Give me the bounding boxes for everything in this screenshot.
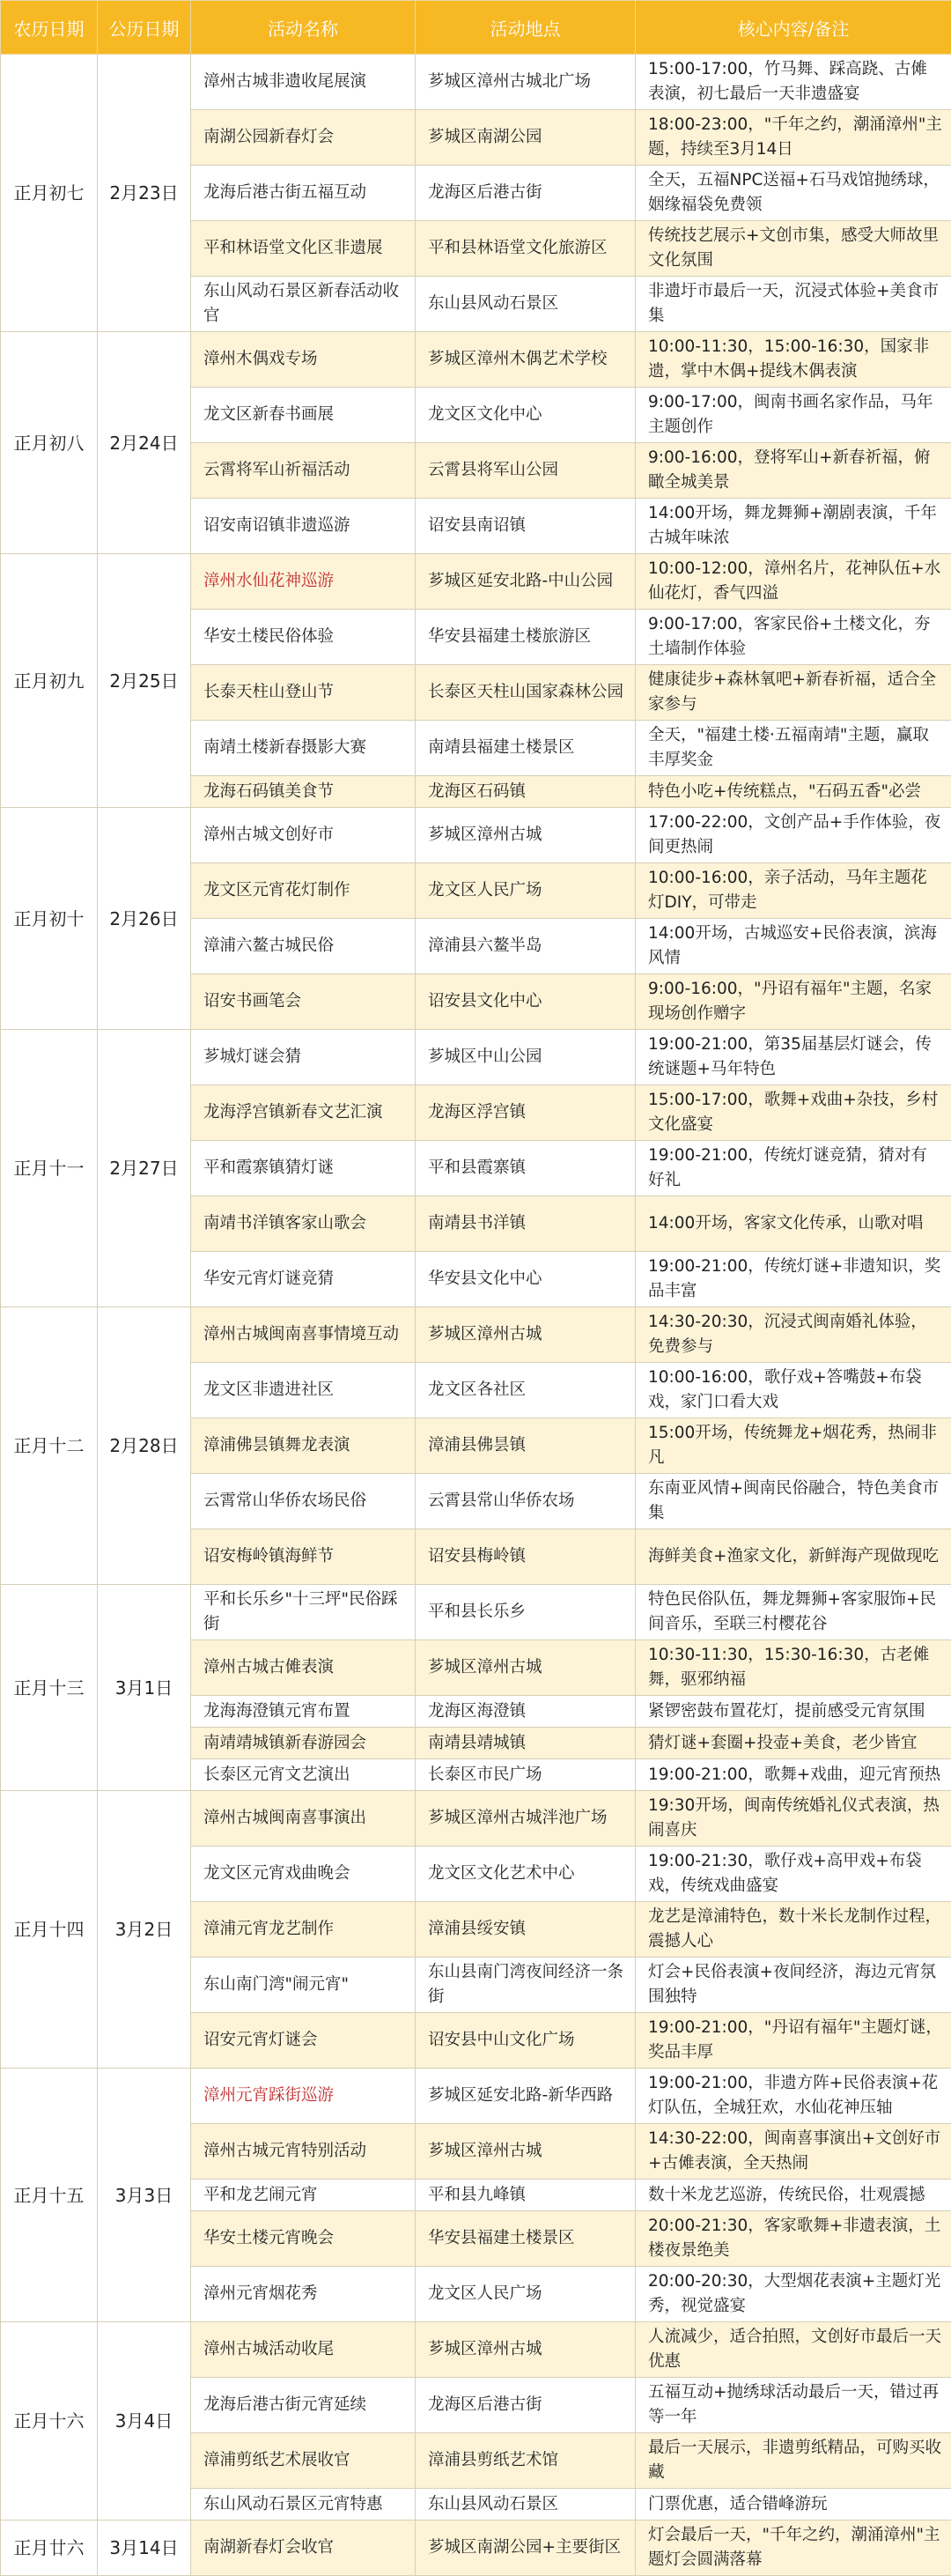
activity-name-cell: 南靖书洋镇客家山歌会 <box>191 1196 416 1252</box>
notes-cell: 猜灯谜+套圈+投壶+美食，老少皆宜 <box>636 1728 951 1759</box>
notes-cell: 10:00-16:00，亲子活动，马年主题花灯DIY，可带走 <box>636 863 951 919</box>
location-cell: 龙海区后港古街 <box>416 166 636 221</box>
activity-name-cell: 长泰区元宵文艺演出 <box>191 1759 416 1791</box>
lunar-date-cell: 正月初十 <box>1 808 98 1030</box>
notes-cell: 10:00-12:00，漳州名片，花神队伍+水仙花灯，香气四溢 <box>636 554 951 610</box>
header-lunar-date: 农历日期 <box>1 1 98 55</box>
activity-name-cell: 漳州古城元宵特别活动 <box>191 2124 416 2180</box>
lunar-date-cell: 正月十六 <box>1 2322 98 2520</box>
notes-cell: 18:00-23:00，"千年之约，潮涌漳州"主题，持续至3月14日 <box>636 110 951 166</box>
location-cell: 芗城区漳州木偶艺术学校 <box>416 332 636 388</box>
table-row <box>1 2069 951 2124</box>
activity-name-cell: 漳州木偶戏专场 <box>191 332 416 388</box>
notes-cell: 14:30-22:00，闽南喜事演出+文创好市+古傩表演，全天热闹 <box>636 2124 951 2180</box>
activity-name-cell: 漳浦元宵龙艺制作 <box>191 1902 416 1958</box>
header-row <box>1 1 951 55</box>
notes-cell: 14:00开场，客家文化传承，山歌对唱 <box>636 1196 951 1252</box>
activity-name-cell: 东山风动石景区元宵特惠 <box>191 2489 416 2520</box>
table-row <box>1 332 951 388</box>
header-activity-name: 活动名称 <box>191 1 416 55</box>
activity-name-cell: 诏安书画笔会 <box>191 974 416 1030</box>
activity-name-cell: 长泰天柱山登山节 <box>191 665 416 721</box>
activity-name-cell: 平和林语堂文化区非遗展 <box>191 221 416 277</box>
notes-cell: 19:00-21:00，"丹诏有福年"主题灯谜，奖品丰厚 <box>636 2013 951 2069</box>
activity-name-cell: 诏安南诏镇非遗巡游 <box>191 499 416 554</box>
location-cell: 诏安县文化中心 <box>416 974 636 1030</box>
notes-cell: 9:00-17:00，客家民俗+土楼文化，夯土墙制作体验 <box>636 610 951 665</box>
notes-cell: 15:00开场，传统舞龙+烟花秀，热闹非凡 <box>636 1418 951 1474</box>
location-cell: 东山县南门湾夜间经济一条街 <box>416 1958 636 2013</box>
solar-date-cell: 3月4日 <box>98 2322 191 2520</box>
activity-name-cell: 龙文区新春书画展 <box>191 388 416 443</box>
location-cell: 华安县文化中心 <box>416 1252 636 1307</box>
activity-name-cell: 平和龙艺闹元宵 <box>191 2180 416 2211</box>
location-cell: 芗城区漳州古城北广场 <box>416 55 636 110</box>
solar-date-cell: 2月23日 <box>98 55 191 332</box>
location-cell: 云霄县将军山公园 <box>416 443 636 499</box>
lunar-date-cell: 正月初八 <box>1 332 98 554</box>
activity-name-cell: 云霄将军山祈福活动 <box>191 443 416 499</box>
notes-cell: 19:00-21:00，歌舞+戏曲，迎元宵预热 <box>636 1759 951 1791</box>
activity-name-cell: 龙海海澄镇元宵布置 <box>191 1696 416 1728</box>
location-cell: 南靖县福建土楼景区 <box>416 721 636 776</box>
table-header <box>1 1 951 55</box>
location-cell: 诏安县中山文化广场 <box>416 2013 636 2069</box>
header-location: 活动地点 <box>416 1 636 55</box>
table-row <box>1 1307 951 1363</box>
location-cell: 华安县福建土楼旅游区 <box>416 610 636 665</box>
notes-cell: 20:00-21:30，客家歌舞+非遗表演，土楼夜景绝美 <box>636 2211 951 2267</box>
location-cell: 芗城区漳州古城 <box>416 808 636 863</box>
notes-cell: 9:00-17:00，闽南书画名家作品，马年主题创作 <box>636 388 951 443</box>
location-cell: 诏安县南诏镇 <box>416 499 636 554</box>
solar-date-cell: 2月25日 <box>98 554 191 808</box>
location-cell: 平和县长乐乡 <box>416 1585 636 1640</box>
activity-name-cell: 东山风动石景区新春活动收官 <box>191 277 416 332</box>
notes-cell: 全天，五福NPC送福+石马戏馆抛绣球，姻缘福袋免费领 <box>636 166 951 221</box>
activity-name-cell: 南靖土楼新春摄影大赛 <box>191 721 416 776</box>
notes-cell: 17:00-22:00，文创产品+手作体验，夜间更热闹 <box>636 808 951 863</box>
solar-date-cell: 3月1日 <box>98 1585 191 1791</box>
location-cell: 芗城区南湖公园 <box>416 110 636 166</box>
location-cell: 漳浦县佛昙镇 <box>416 1418 636 1474</box>
activity-name-cell: 云霄常山华侨农场民俗 <box>191 1474 416 1529</box>
notes-cell: 20:00-20:30，大型烟花表演+主题灯光秀，视觉盛宴 <box>636 2267 951 2322</box>
activity-name-cell: 漳州水仙花神巡游 <box>191 554 416 610</box>
notes-cell: 19:00-21:00，传统灯谜竞猜，猜对有好礼 <box>636 1141 951 1196</box>
location-cell: 漳浦县绥安镇 <box>416 1902 636 1958</box>
notes-cell: 14:30-20:30，沉浸式闽南婚礼体验，免费参与 <box>636 1307 951 1363</box>
activity-name-cell: 诏安元宵灯谜会 <box>191 2013 416 2069</box>
activity-name-cell: 漳浦六鳌古城民俗 <box>191 919 416 974</box>
lunar-date-cell: 正月初九 <box>1 554 98 808</box>
location-cell: 芗城区延安北路-中山公园 <box>416 554 636 610</box>
notes-cell: 五福互动+抛绣球活动最后一天，错过再等一年 <box>636 2378 951 2433</box>
notes-cell: 健康徒步+森林氧吧+新春祈福，适合全家参与 <box>636 665 951 721</box>
location-cell: 云霄县常山华侨农场 <box>416 1474 636 1529</box>
notes-cell: 15:00-17:00，竹马舞、踩高跷、古傩表演，初七最后一天非遗盛宴 <box>636 55 951 110</box>
activity-name-cell: 华安土楼元宵晚会 <box>191 2211 416 2267</box>
lunar-date-cell: 正月十二 <box>1 1307 98 1585</box>
table-row <box>1 554 951 610</box>
notes-cell: 19:00-21:30，歌仔戏+高甲戏+布袋戏，传统戏曲盛宴 <box>636 1847 951 1902</box>
activity-name-cell: 平和长乐乡"十三坪"民俗踩街 <box>191 1585 416 1640</box>
notes-cell: 14:00开场，舞龙舞狮+潮剧表演，千年古城年味浓 <box>636 499 951 554</box>
solar-date-cell: 2月24日 <box>98 332 191 554</box>
lunar-date-cell: 正月十四 <box>1 1791 98 2069</box>
activity-name-cell: 华安元宵灯谜竞猜 <box>191 1252 416 1307</box>
solar-date-cell: 3月14日 <box>98 2520 191 2576</box>
location-cell: 南靖县书洋镇 <box>416 1196 636 1252</box>
activity-name-cell: 诏安梅岭镇海鲜节 <box>191 1529 416 1585</box>
notes-cell: 特色小吃+传统糕点，"石码五香"必尝 <box>636 776 951 808</box>
location-cell: 南靖县靖城镇 <box>416 1728 636 1759</box>
activity-name-cell: 漳州古城闽南喜事情境互动 <box>191 1307 416 1363</box>
location-cell: 东山县风动石景区 <box>416 277 636 332</box>
solar-date-cell: 3月3日 <box>98 2069 191 2322</box>
notes-cell: 传统技艺展示+文创市集，感受大师故里文化氛围 <box>636 221 951 277</box>
activity-name-cell: 芗城灯谜会猜 <box>191 1030 416 1085</box>
activity-name-cell: 漳州元宵踩街巡游 <box>191 2069 416 2124</box>
location-cell: 长泰区天柱山国家森林公园 <box>416 665 636 721</box>
location-cell: 龙文区各社区 <box>416 1363 636 1418</box>
activity-name-cell: 南湖新春灯会收官 <box>191 2520 416 2576</box>
lunar-date-cell: 正月廿六 <box>1 2520 98 2576</box>
table-body <box>1 55 951 2576</box>
activity-name-cell: 龙海浮宫镇新春文艺汇演 <box>191 1085 416 1141</box>
notes-cell: 10:00-16:00，歌仔戏+答嘴鼓+布袋戏，家门口看大戏 <box>636 1363 951 1418</box>
location-cell: 平和县九峰镇 <box>416 2180 636 2211</box>
notes-cell: 龙艺是漳浦特色，数十米长龙制作过程，震撼人心 <box>636 1902 951 1958</box>
activity-name-cell: 龙文区元宵戏曲晚会 <box>191 1847 416 1902</box>
location-cell: 长泰区市民广场 <box>416 1759 636 1791</box>
table-row <box>1 55 951 110</box>
activity-name-cell: 漳州古城闽南喜事演出 <box>191 1791 416 1847</box>
location-cell: 诏安县梅岭镇 <box>416 1529 636 1585</box>
table-row <box>1 2322 951 2378</box>
location-cell: 芗城区漳州古城泮池广场 <box>416 1791 636 1847</box>
activity-name-cell: 龙文区元宵花灯制作 <box>191 863 416 919</box>
notes-cell: 9:00-16:00，"丹诏有福年"主题，名家现场创作赠字 <box>636 974 951 1030</box>
location-cell: 芗城区漳州古城 <box>416 1640 636 1696</box>
solar-date-cell: 2月26日 <box>98 808 191 1030</box>
activity-name-cell: 东山南门湾"闹元宵" <box>191 1958 416 2013</box>
notes-cell: 人流减少，适合拍照，文创好市最后一天优惠 <box>636 2322 951 2378</box>
notes-cell: 紧锣密鼓布置花灯，提前感受元宵氛围 <box>636 1696 951 1728</box>
notes-cell: 东南亚风情+闽南民俗融合，特色美食市集 <box>636 1474 951 1529</box>
activity-name-cell: 漳州古城文创好市 <box>191 808 416 863</box>
lunar-date-cell: 正月十一 <box>1 1030 98 1307</box>
activity-name-cell: 龙海后港古街元宵延续 <box>191 2378 416 2433</box>
solar-date-cell: 3月2日 <box>98 1791 191 2069</box>
location-cell: 芗城区漳州古城 <box>416 2124 636 2180</box>
lunar-date-cell: 正月十三 <box>1 1585 98 1791</box>
notes-cell: 全天，"福建土楼·五福南靖"主题，赢取丰厚奖金 <box>636 721 951 776</box>
location-cell: 龙文区文化中心 <box>416 388 636 443</box>
table-row <box>1 1030 951 1085</box>
notes-cell: 灯会最后一天，"千年之约，潮涌漳州"主题灯会圆满落幕 <box>636 2520 951 2576</box>
location-cell: 芗城区延安北路-新华西路 <box>416 2069 636 2124</box>
lunar-date-cell: 正月十五 <box>1 2069 98 2322</box>
notes-cell: 10:00-11:30，15:00-16:30，国家非遗，掌中木偶+提线木偶表演 <box>636 332 951 388</box>
header-notes: 核心内容/备注 <box>636 1 951 55</box>
table-row <box>1 1791 951 1847</box>
location-cell: 龙文区文化艺术中心 <box>416 1847 636 1902</box>
location-cell: 东山县风动石景区 <box>416 2489 636 2520</box>
activity-name-cell: 南湖公园新春灯会 <box>191 110 416 166</box>
header-solar-date: 公历日期 <box>98 1 191 55</box>
notes-cell: 9:00-16:00，登将军山+新春祈福，俯瞰全城美景 <box>636 443 951 499</box>
notes-cell: 19:00-21:00，第35届基层灯谜会，传统谜题+马年特色 <box>636 1030 951 1085</box>
location-cell: 龙海区浮宫镇 <box>416 1085 636 1141</box>
notes-cell: 19:30开场，闽南传统婚礼仪式表演，热闹喜庆 <box>636 1791 951 1847</box>
activity-name-cell: 龙海石码镇美食节 <box>191 776 416 808</box>
location-cell: 华安县福建土楼景区 <box>416 2211 636 2267</box>
notes-cell: 19:00-21:00，非遗方阵+民俗表演+花灯队伍，全城狂欢，水仙花神压轴 <box>636 2069 951 2124</box>
activity-name-cell: 漳州古城古傩表演 <box>191 1640 416 1696</box>
activity-name-cell: 漳州古城活动收尾 <box>191 2322 416 2378</box>
location-cell: 平和县林语堂文化旅游区 <box>416 221 636 277</box>
table-row <box>1 808 951 863</box>
activity-name-cell: 漳浦佛昙镇舞龙表演 <box>191 1418 416 1474</box>
location-cell: 芗城区漳州古城 <box>416 2322 636 2378</box>
location-cell: 漳浦县剪纸艺术馆 <box>416 2433 636 2489</box>
location-cell: 龙海区石码镇 <box>416 776 636 808</box>
activity-name-cell: 平和霞寨镇猜灯谜 <box>191 1141 416 1196</box>
location-cell: 芗城区南湖公园+主要街区 <box>416 2520 636 2576</box>
lunar-date-cell: 正月初七 <box>1 55 98 332</box>
location-cell: 芗城区漳州古城 <box>416 1307 636 1363</box>
notes-cell: 14:00开场，古城巡安+民俗表演，滨海风情 <box>636 919 951 974</box>
activity-name-cell: 南靖靖城镇新春游园会 <box>191 1728 416 1759</box>
location-cell: 漳浦县六鳌半岛 <box>416 919 636 974</box>
table-row <box>1 1585 951 1640</box>
notes-cell: 最后一天展示，非遗剪纸精品，可购买收藏 <box>636 2433 951 2489</box>
location-cell: 平和县霞寨镇 <box>416 1141 636 1196</box>
location-cell: 龙海区后港古街 <box>416 2378 636 2433</box>
solar-date-cell: 2月28日 <box>98 1307 191 1585</box>
activity-name-cell: 龙海后港古街五福互动 <box>191 166 416 221</box>
notes-cell: 特色民俗队伍，舞龙舞狮+客家服饰+民间音乐，至联三村樱花谷 <box>636 1585 951 1640</box>
location-cell: 龙海区海澄镇 <box>416 1696 636 1728</box>
notes-cell: 灯会+民俗表演+夜间经济，海边元宵氛围独特 <box>636 1958 951 2013</box>
solar-date-cell: 2月27日 <box>98 1030 191 1307</box>
activity-name-cell: 华安土楼民俗体验 <box>191 610 416 665</box>
notes-cell: 海鲜美食+渔家文化，新鲜海产现做现吃 <box>636 1529 951 1585</box>
activity-name-cell: 漳浦剪纸艺术展收官 <box>191 2433 416 2489</box>
notes-cell: 10:30-11:30，15:30-16:30，古老傩舞，驱邪纳福 <box>636 1640 951 1696</box>
location-cell: 龙文区人民广场 <box>416 2267 636 2322</box>
notes-cell: 门票优惠，适合错峰游玩 <box>636 2489 951 2520</box>
activity-name-cell: 龙文区非遗进社区 <box>191 1363 416 1418</box>
notes-cell: 19:00-21:00，传统灯谜+非遗知识，奖品丰富 <box>636 1252 951 1307</box>
location-cell: 芗城区中山公园 <box>416 1030 636 1085</box>
notes-cell: 非遗圩市最后一天，沉浸式体验+美食市集 <box>636 277 951 332</box>
location-cell: 龙文区人民广场 <box>416 863 636 919</box>
activity-name-cell: 漳州元宵烟花秀 <box>191 2267 416 2322</box>
table-row <box>1 2520 951 2576</box>
activity-name-cell: 漳州古城非遗收尾展演 <box>191 55 416 110</box>
notes-cell: 数十米龙艺巡游，传统民俗，壮观震撼 <box>636 2180 951 2211</box>
notes-cell: 15:00-17:00，歌舞+戏曲+杂技，乡村文化盛宴 <box>636 1085 951 1141</box>
